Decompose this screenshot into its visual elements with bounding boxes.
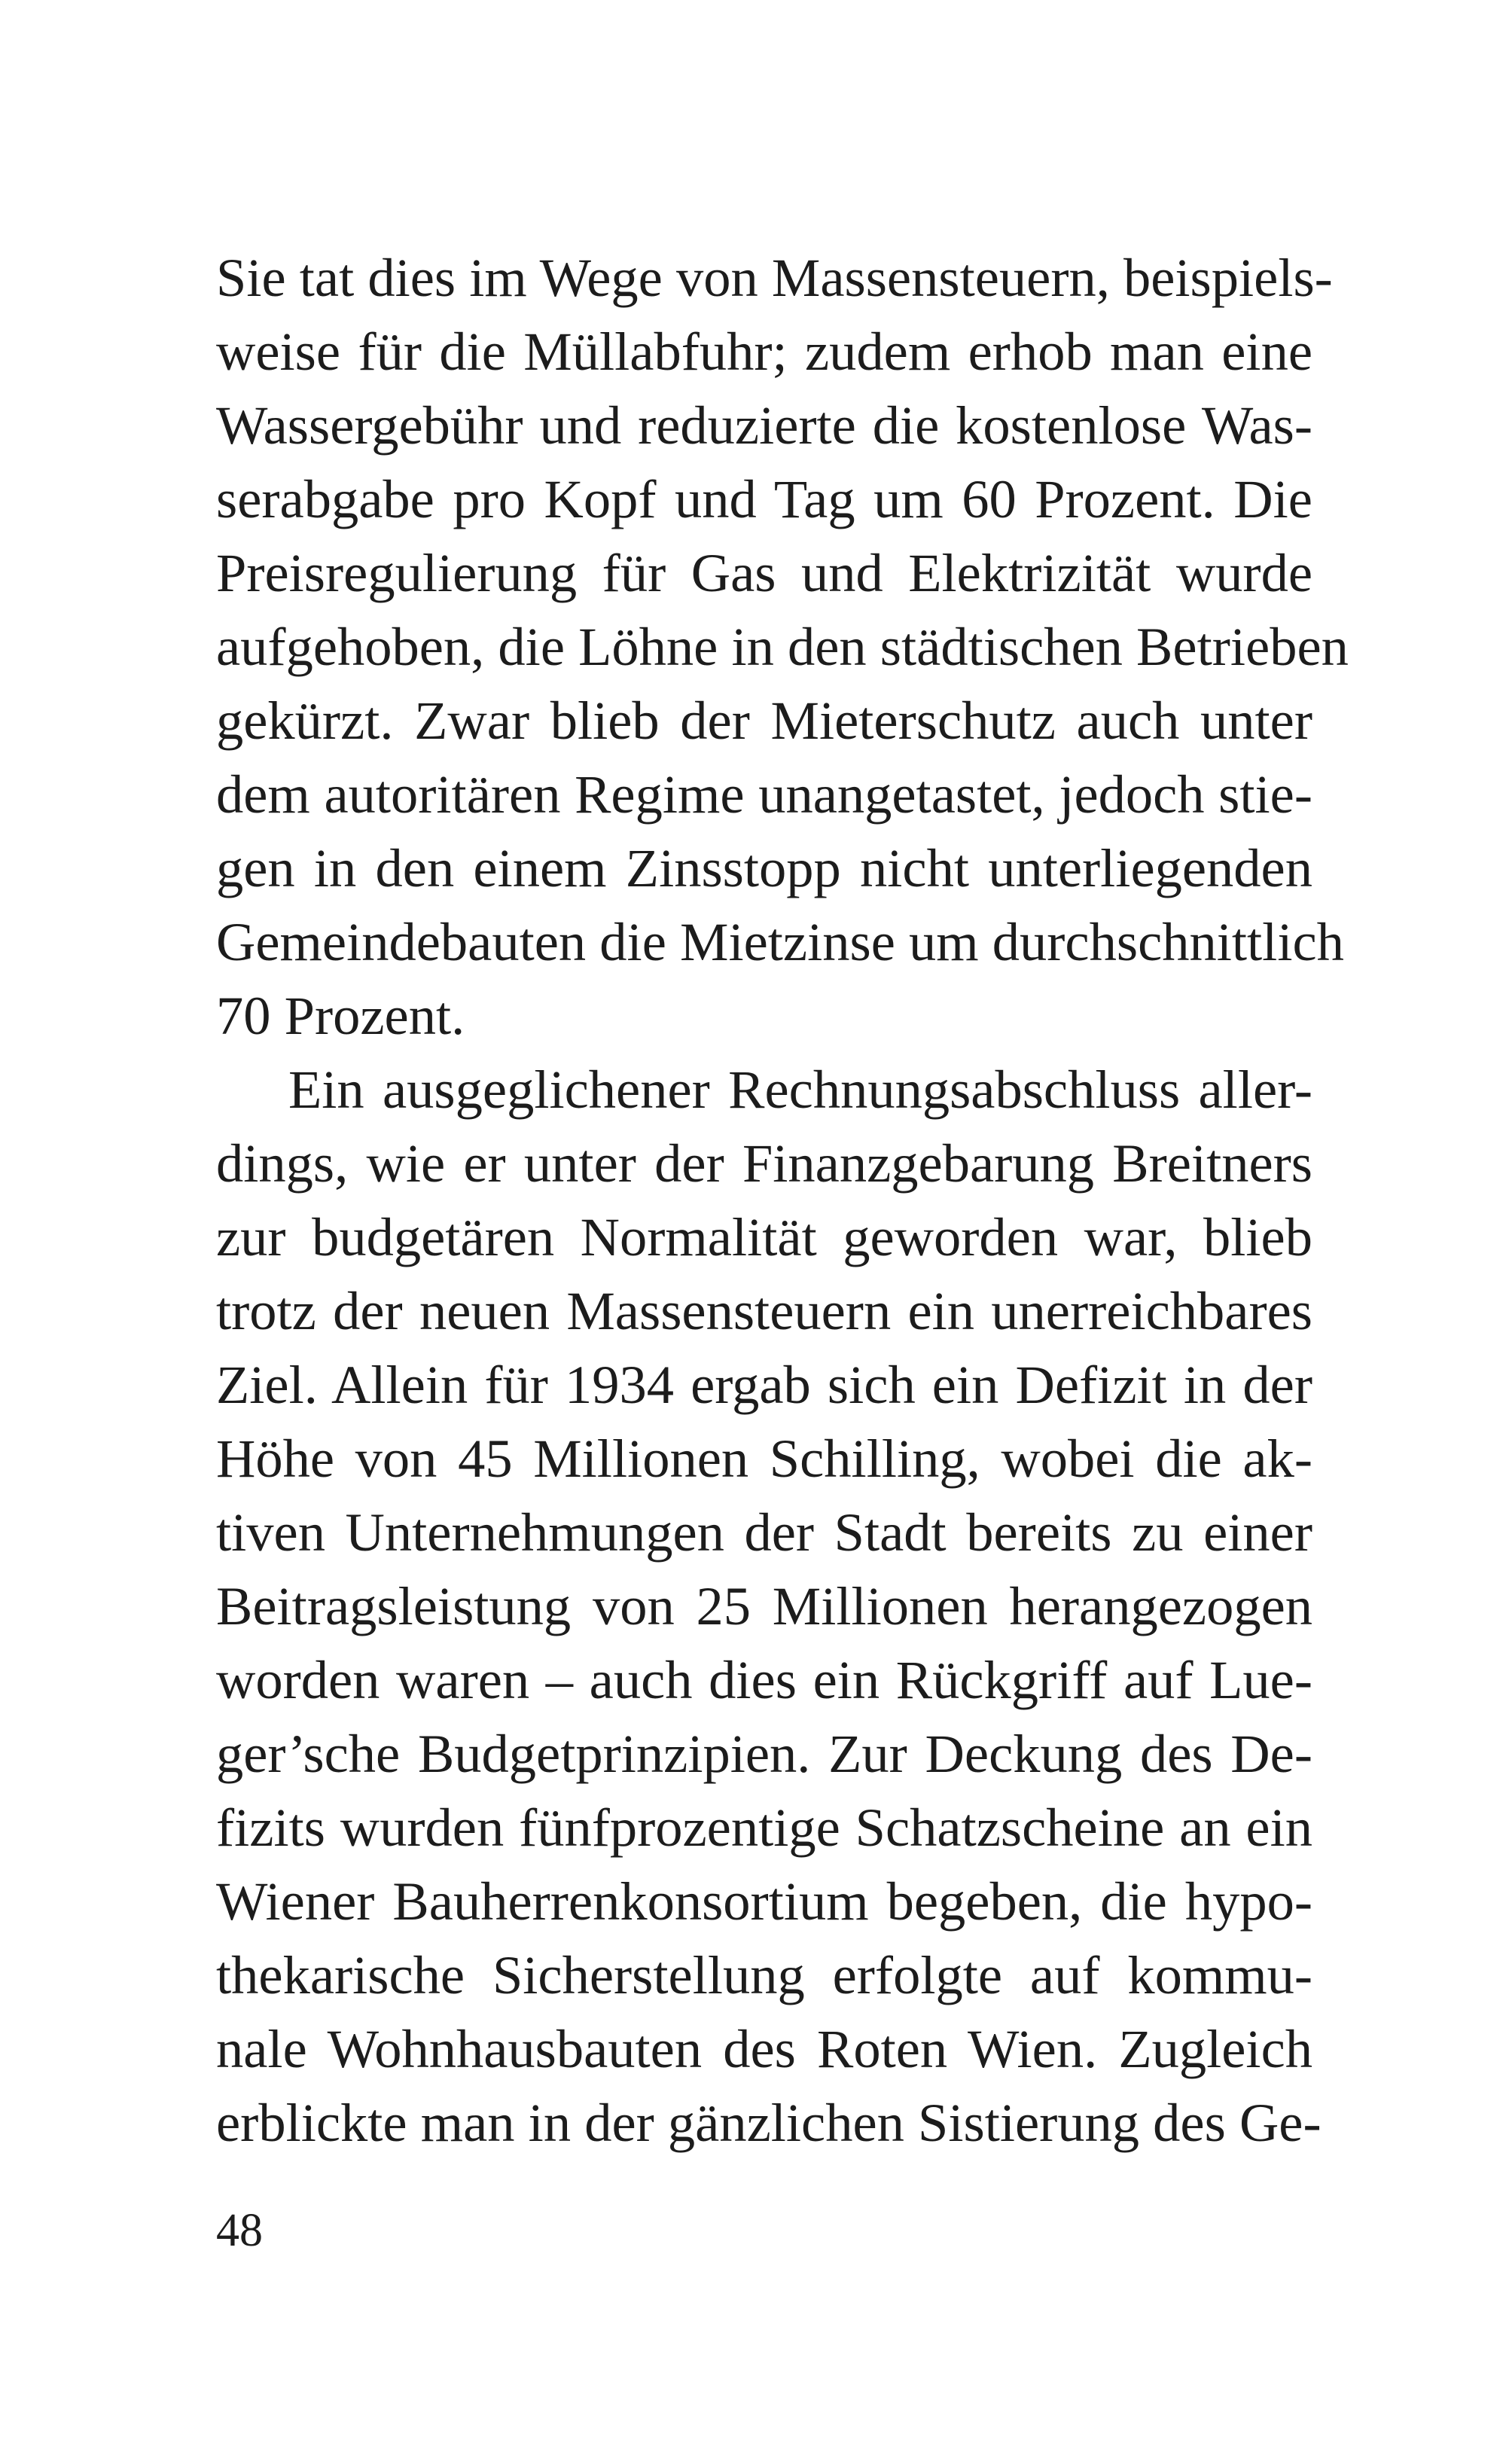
text-line: gen in den einem Zinsstopp nicht unterliegenden: [216, 837, 1312, 898]
text-line: Beitragsleistung von 25 Millionen herangezogen: [216, 1575, 1312, 1636]
text-line: trotz der neuen Massensteuern ein unerreichbares: [216, 1280, 1312, 1341]
text-line: dings, wie er unter der Finanzgebarung Breitners: [216, 1133, 1312, 1194]
text-line: Preisregulierung für Gas und Elektrizität wurde: [216, 542, 1312, 603]
text-line: Höhe von 45 Millionen Schilling, wobei die ak-: [216, 1428, 1312, 1489]
text-line: Gemeindebauten die Mietzinse um durchschnittlich: [216, 911, 1344, 972]
text-line: Wiener Bauherrenkonsortium begeben, die hypo-: [216, 1871, 1312, 1932]
text-line: fizits wurden fünfprozentige Schatzscheine an ein: [216, 1797, 1312, 1858]
text-line: thekarische Sicherstellung erfolgte auf kommu-: [216, 1944, 1312, 2005]
text-line: weise für die Müllabfuhr; zudem erhob man eine: [216, 321, 1312, 382]
body-text: [216, 241, 1349, 2160]
page-number: 48: [216, 2205, 263, 2256]
text-line: 70 Prozent.: [216, 985, 465, 1046]
text-line: Ziel. Allein für 1934 ergab sich ein Defizit in der: [216, 1354, 1312, 1415]
text-line: nale Wohnhausbauten des Roten Wien. Zugleich: [216, 2018, 1312, 2079]
text-line: tiven Unternehmungen der Stadt bereits zu einer: [216, 1502, 1312, 1563]
text-line: worden waren – auch dies ein Rückgriff auf Lue-: [216, 1649, 1312, 1710]
text-line: serabgabe pro Kopf und Tag um 60 Prozent. Die: [216, 468, 1312, 529]
text-line: ger’sche Budgetprinzipien. Zur Deckung des De-: [216, 1723, 1312, 1784]
text-line: Ein ausgeglichener Rechnungsabschluss aller-: [288, 1059, 1312, 1120]
text-line: Sie tat dies im Wege von Massensteuern, beispiels-: [216, 247, 1333, 308]
text-line: zur budgetären Normalität geworden war, blieb: [216, 1206, 1312, 1267]
text-line: Wassergebühr und reduzierte die kostenlose Was-: [216, 395, 1312, 456]
text-line: dem autoritären Regime unangetastet, jedoch stie-: [216, 764, 1312, 825]
text-line: gekürzt. Zwar blieb der Mieterschutz auch unter: [216, 690, 1312, 751]
text-line: erblickte man in der gänzlichen Sistierung des Ge-: [216, 2092, 1322, 2153]
text-line: aufgehoben, die Löhne in den städtischen Betrieben: [216, 616, 1349, 677]
